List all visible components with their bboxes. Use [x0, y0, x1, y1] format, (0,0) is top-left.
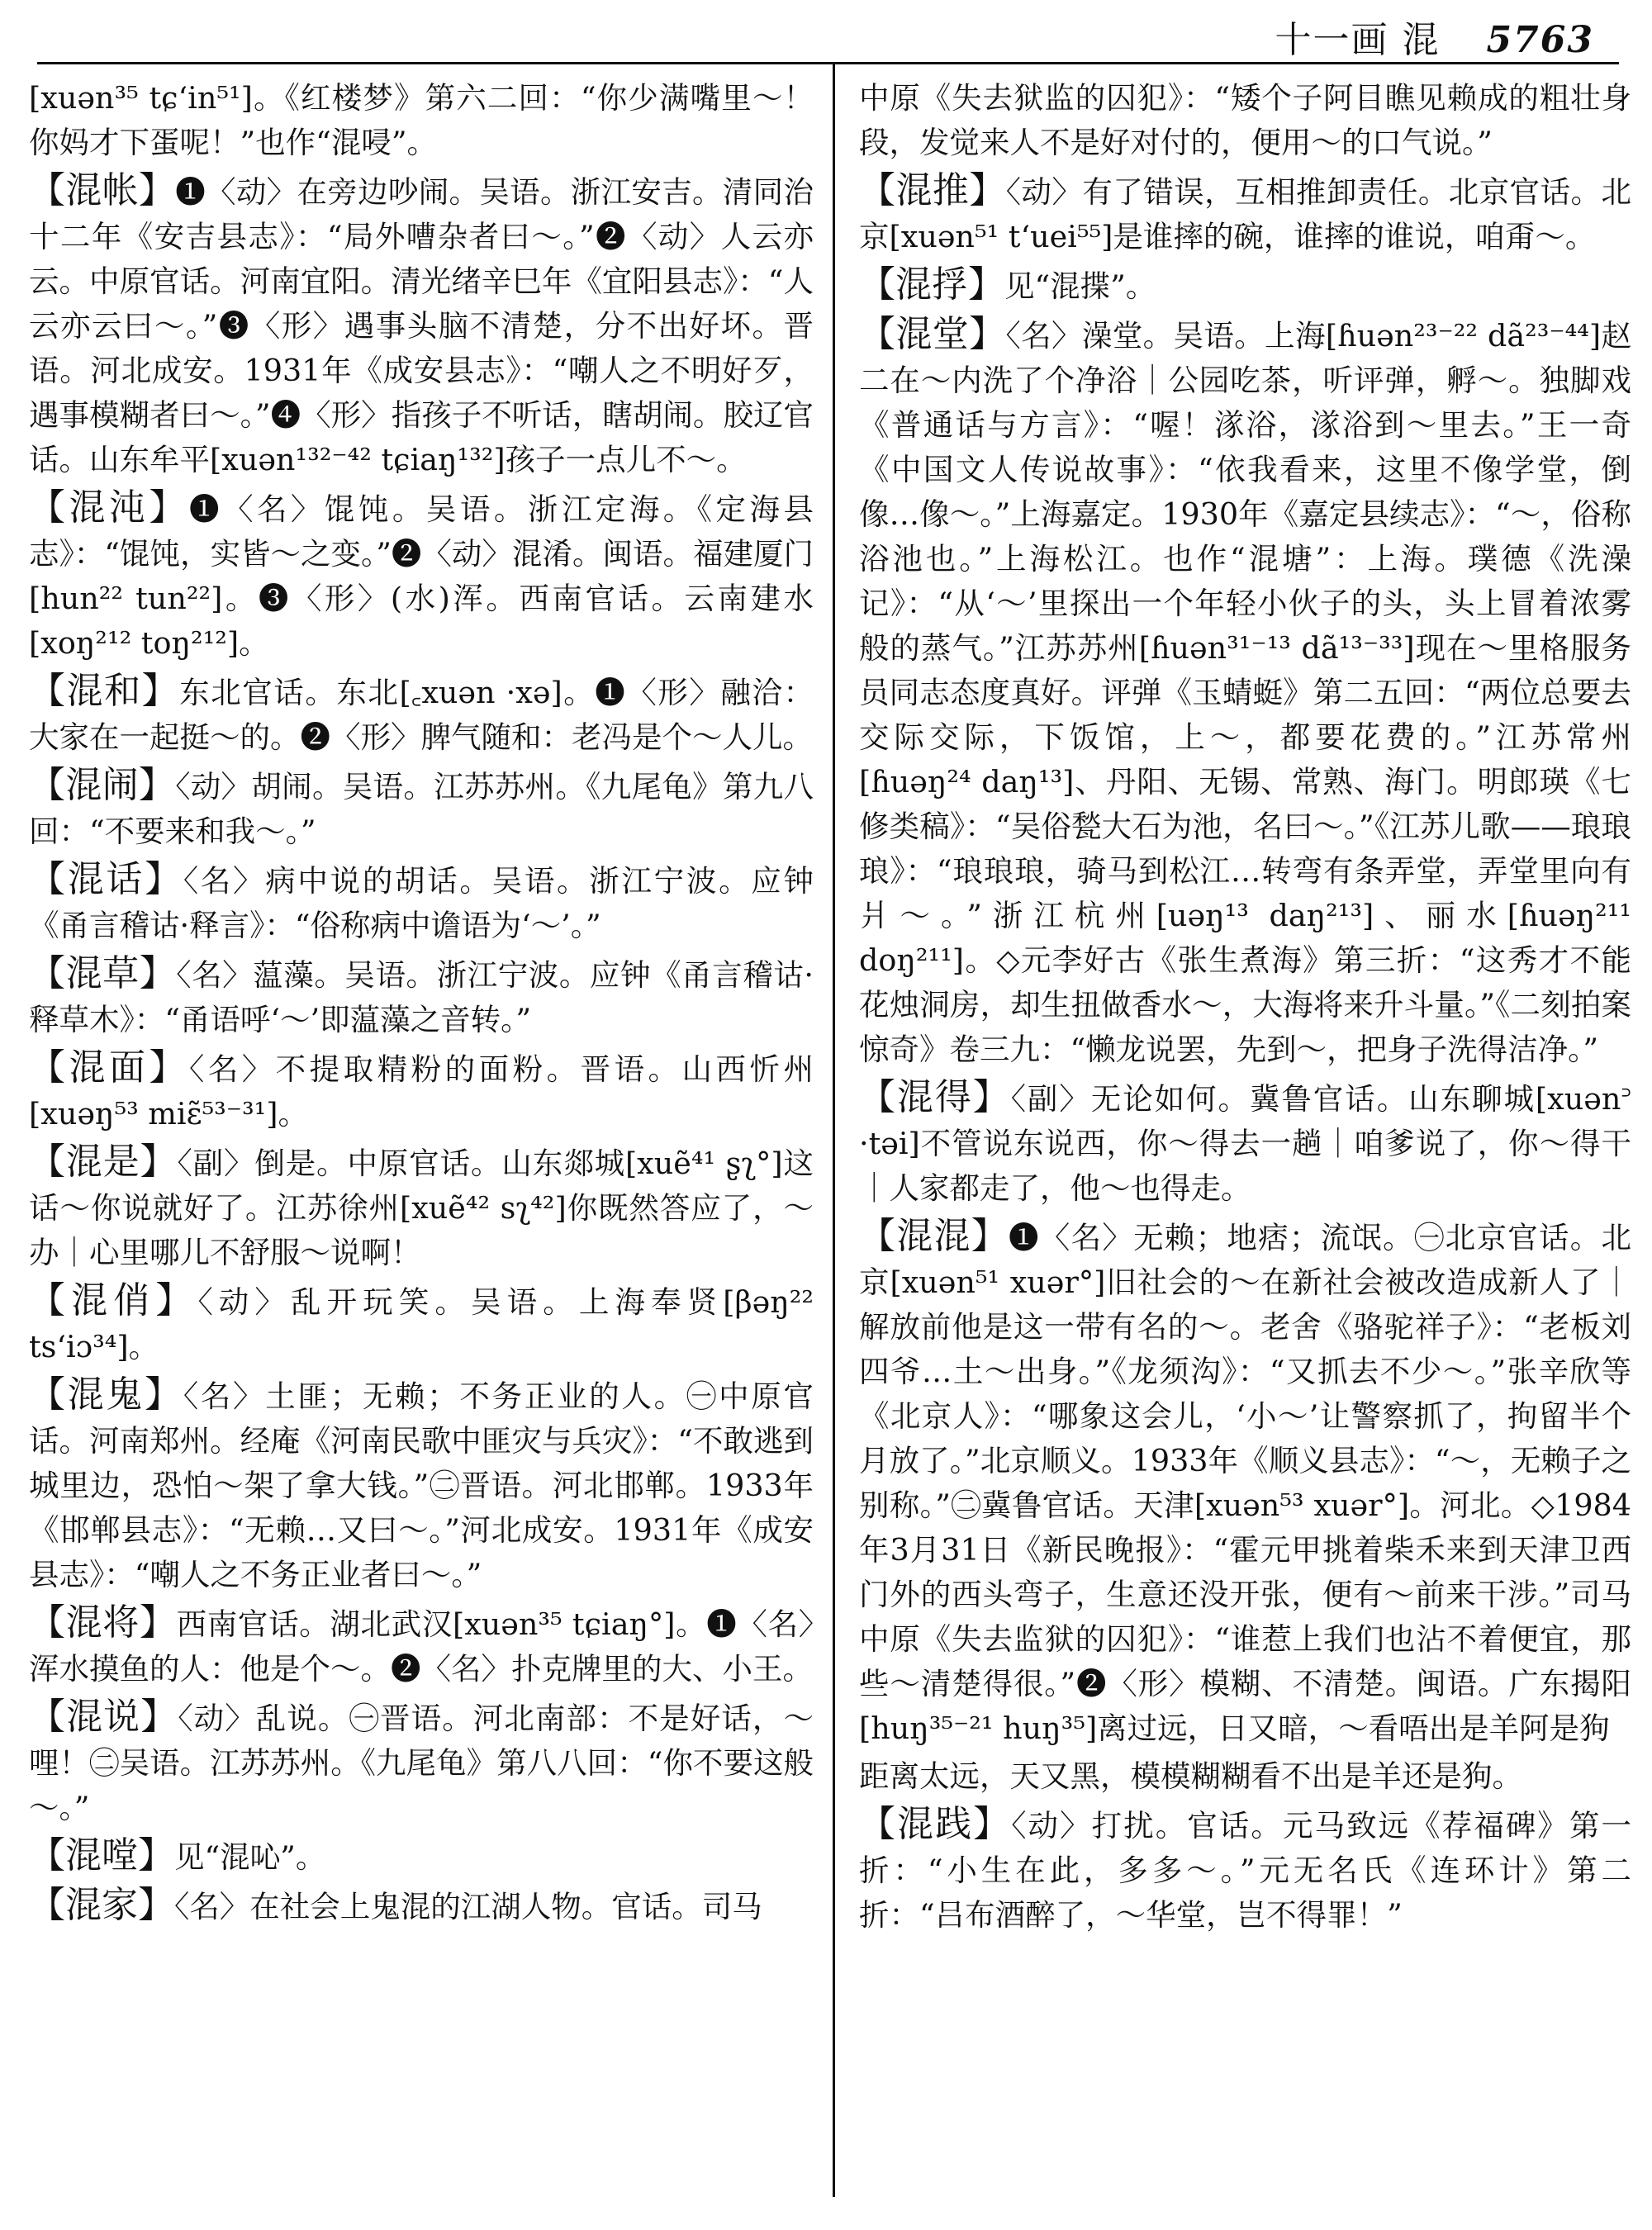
dictionary-entry: [29, 1695, 814, 1830]
column-divider: [833, 64, 835, 2197]
entry-definition: 〈副〉倒是。中原官话。山东郯城[xuẽ⁴¹ ʂʅ°]这话～你说就好了。江苏徐州[xuẽ⁴² sʅ⁴²]你既然答应了，～办｜心里哪儿不舒服～说啊！: [29, 1146, 814, 1270]
dictionary-entry: [29, 1279, 814, 1369]
dictionary-entry: [29, 76, 814, 165]
entry-definition: 东北官话。东北[꜀xuən ·xə]。❶〈形〉融洽：大家在一起挺～的。❷〈形〉脾气随和：老冯是个～人儿。: [29, 675, 814, 755]
entry-headword: 【混混】: [859, 1215, 1009, 1257]
entry-definition: 〈名〉土匪；无赖；不务正业的人。㊀中原官话。河南郑州。经庵《河南民歌中匪灾与兵灾》：“不敢逃到城里边，恐怕～架了拿大钱。”㊁晋语。河北邯郸。1933年《邯郸县志》：“无赖…又曰～。”河北成安。1931年《成安县志》：“嘲人之不务正业者曰～。”: [29, 1378, 814, 1592]
dictionary-entry: [29, 1140, 814, 1275]
entry-definition: 中原《失去狱监的囚犯》：“矮个子阿目瞧见赖成的粗壮身段，发觉来人不是好对付的，便用～的口气说。”: [859, 80, 1631, 160]
dictionary-entry: [29, 1046, 814, 1136]
entry-headword: 【混捊】: [859, 263, 1004, 306]
entry-headword: 【混和】: [29, 670, 180, 712]
entry-headword: 【混面】: [29, 1046, 189, 1089]
entry-definition: ❶〈动〉在旁边吵闹。吴语。浙江安吉。清同治十二年《安吉县志》：“局外嘈杂者曰～。”❷〈动〉人云亦云。中原官话。河南宜阳。清光绪辛巳年《宜阳县志》：“人云亦云曰～。”❸〈形〉遇事头脑不清楚，分不出好坏。晋语。河北成安。1931年《成安县志》：“嘲人之不明好歹，遇事模糊者曰～。”❹〈形〉指孩子不听话，瞎胡闹。胶辽官话。山东牟平[xuən¹³²⁻⁴² tɕiaŋ¹³²]孩子一点儿不～。: [29, 174, 814, 477]
entry-headword: 【混话】: [29, 858, 183, 900]
entry-headword: 【混说】: [29, 1696, 178, 1738]
entry-headword: 【混堂】: [859, 313, 1006, 355]
dictionary-entry: [29, 763, 814, 854]
entry-headword: 【混将】: [29, 1601, 177, 1644]
entry-headword: 【混家】: [29, 1884, 174, 1926]
entry-definition: 〈名〉澡堂。吴语。上海[ɦuən²³⁻²² dã²³⁻⁴⁴]赵二在～内洗了个净浴｜公园吃茶，听评弹，孵～。独脚戏《普通话与方言》：“喔！㴚浴，㴚浴到～里去。”王一奇《中国文人传说故事》：“依我看来，这里不像学堂，倒像…像～。”上海嘉定。1930年《嘉定县续志》：“～，俗称浴池也。”上海松江。也作“混塘”：上海。璞德《洗澡记》：“从‘～’里探出一个年轻小伙子的头，头上冒着浓雾般的蒸气。”江苏苏州[ɦuən³¹⁻¹³ dã¹³⁻³³]现在～里格服务员同志态度真好。评弹《玉蜻蜓》第二五回：“两位总要去交际交际，下饭馆，上～，都要花费的。”江苏常州[ɦuəŋ²⁴ daŋ¹³]、丹阳、无锡、常熟、海门。明郎瑛《七修类稿》：“吴俗甃大石为池，名曰～。”《江苏儿歌——琅琅琅》：“琅琅琅，骑马到松江…转弯有条弄堂，弄堂里向有爿～。”浙江杭州[uəŋ¹³ daŋ²¹³]、丽水[ɦuəŋ²¹¹ doŋ²¹¹]。◇元李好古《张生煮海》第三折：“这秀才不能花烛洞房，却生扭做香水～，大海将来升斗量。”《二刻拍案惊奇》卷三九：“懒龙说罢，先到～，把身子洗得洁净。”: [859, 318, 1631, 1067]
entry-headword: 【混嘡】: [29, 1834, 174, 1877]
dictionary-entry: [859, 1214, 1631, 1751]
entry-definition: [xuən³⁵ tɕ‘in⁵¹]。《红楼梦》第六二回：“你少满嘴里～！你妈才下蛋呢！”也作“混唚”。: [29, 80, 814, 160]
entry-headword: 【混俏】: [29, 1279, 198, 1321]
page-header: [1275, 10, 1594, 63]
entry-headword: 【混帐】: [29, 169, 176, 211]
entry-headword: 【混推】: [859, 169, 1006, 211]
entry-definition: 〈动〉乱说。㊀晋语。河北南部：不是好话，～哩！㊁吴语。江苏苏州。《九尾龟》第八八回：“你不要这般～。”: [29, 1701, 814, 1825]
entry-definition: 〈名〉在社会上鬼混的江湖人物。官话。司马: [174, 1889, 762, 1924]
entry-headword: 【混践】: [859, 1803, 1012, 1845]
entry-definition: 〈名〉病中说的胡话。吴语。浙江宁波。应钟《甬言稽诂·释言》：“俗称病中谵语为‘～’。”: [29, 863, 814, 943]
entry-headword: 【混是】: [29, 1141, 178, 1183]
entry-definition: ❶〈名〉无赖；地痞；流氓。㊀北京官话。北京[xuən⁵¹ xuər°]旧社会的～在新社会被改造成新人了｜解放前他是这一带有名的～。老舍《骆驼祥子》：“老板刘四爷…土～出身。”《龙须沟》：“又抓去不少～。”张辛欣等《北京人》：“哪象这会儿，‘小～’让警察抓了，拘留半个月放了。”北京顺义。1933年《顺义县志》：“～，无赖子之别称。”㊁冀鲁官话。天津[xuən⁵³ xuər°]。河北。◇1984年3月31日《新民晚报》：“霍元甲挑着柴禾来到天津卫西门外的西头弯子，生意还没开张，便有～前来干涉。”司马中原《失去监狱的囚犯》：“谁惹上我们也沾不着便宜，那些～清楚得很。”❷〈形〉模糊、不清楚。闽语。广东揭阳[huŋ³⁵⁻²¹ huŋ³⁵]离过远，日又暗，～看唔出是羊阿是狗: [859, 1220, 1631, 1746]
entry-definition: 见“混吣”。: [174, 1839, 326, 1875]
entry-headword: 【混得】: [859, 1076, 1011, 1118]
dictionary-entry: [29, 951, 814, 1042]
entry-definition: 〈副〉无论如何。冀鲁官话。山东聊城[xuən꜄ ·təi]不管说东说西，你～得去一趟｜咱爹说了，你～得干｜人家都走了，他～也得走。: [859, 1081, 1631, 1206]
entry-definition: 〈名〉蕰藻。吴语。浙江宁波。应钟《甬言稽诂·释草木》：“甬语呼‘～’即蕰藻之音转。”: [29, 957, 814, 1037]
dictionary-entry: [29, 1883, 814, 1929]
entry-headword: 【混草】: [29, 952, 177, 994]
entry-definition: 〈动〉打扰。官话。元马致远《荐福碑》第一折：“小生在此，多多～。”元无名氏《连环计》第二折：“吕布酒醉了，～华堂，岂不得罪！”: [859, 1808, 1631, 1933]
entry-definition: 见“混揲”。: [1004, 268, 1156, 304]
dictionary-entry: [859, 263, 1631, 309]
dictionary-entry: [859, 1754, 1631, 1799]
entry-definition: 〈动〉胡闹。吴语。江苏苏州。《九尾龟》第九八回：“不要来和我～。”: [29, 769, 814, 849]
dictionary-entry: [29, 1601, 814, 1691]
section-title: 十一画 混: [1275, 19, 1441, 61]
right-column: [859, 76, 1631, 2213]
page-number: 5763: [1486, 19, 1594, 61]
entry-definition: 距离太远，天又黑，模模糊糊看不出是羊还是狗。: [859, 1758, 1522, 1794]
entry-definition: 〈动〉有了错误，互相推卸责任。北京官话。北京[xuən⁵¹ t‘uei⁵⁵]是谁摔的碗，谁摔的谁说，咱甭～。: [859, 174, 1631, 254]
dictionary-entry: [29, 669, 814, 760]
dictionary-entry: [859, 168, 1631, 259]
entry-definition: ❶〈名〉馄饨。吴语。浙江定海。《定海县志》：“馄饨，实皆～之变。”❷〈动〉混淆。闽语。福建厦门[hun²² tun²²]。❸〈形〉(水)浑。西南官话。云南建水[xoŋ²¹² toŋ²¹²]。: [29, 491, 814, 661]
dictionary-entry: [29, 486, 814, 666]
entry-headword: 【混闹】: [29, 764, 176, 806]
entry-definition: 西南官话。湖北武汉[xuən³⁵ tɕiaŋ°]。❶〈名〉浑水摸鱼的人：他是个～。❷〈名〉扑克牌里的大、小王。: [29, 1606, 814, 1687]
entry-definition: 〈名〉不提取精粉的面粉。晋语。山西忻州[xuəŋ⁵³ miɛ̃⁵³⁻³¹]。: [29, 1051, 814, 1132]
dictionary-entry: [29, 168, 814, 482]
dictionary-entry: [859, 312, 1631, 1072]
dictionary-entry: [859, 1802, 1631, 1938]
dictionary-entry: [29, 1373, 814, 1597]
dictionary-entry: [29, 1834, 814, 1880]
dictionary-entry: [859, 1075, 1631, 1211]
left-column: [29, 76, 814, 2213]
entry-headword: 【混鬼】: [29, 1374, 183, 1416]
dictionary-entry: [859, 76, 1631, 165]
header-rule: [37, 62, 1619, 64]
dictionary-entry: [29, 857, 814, 948]
entry-definition: 〈动〉乱开玩笑。吴语。上海奉贤[βəŋ²² ts‘iɔ³⁴]。: [29, 1284, 814, 1364]
entry-headword: 【混沌】: [29, 486, 189, 529]
